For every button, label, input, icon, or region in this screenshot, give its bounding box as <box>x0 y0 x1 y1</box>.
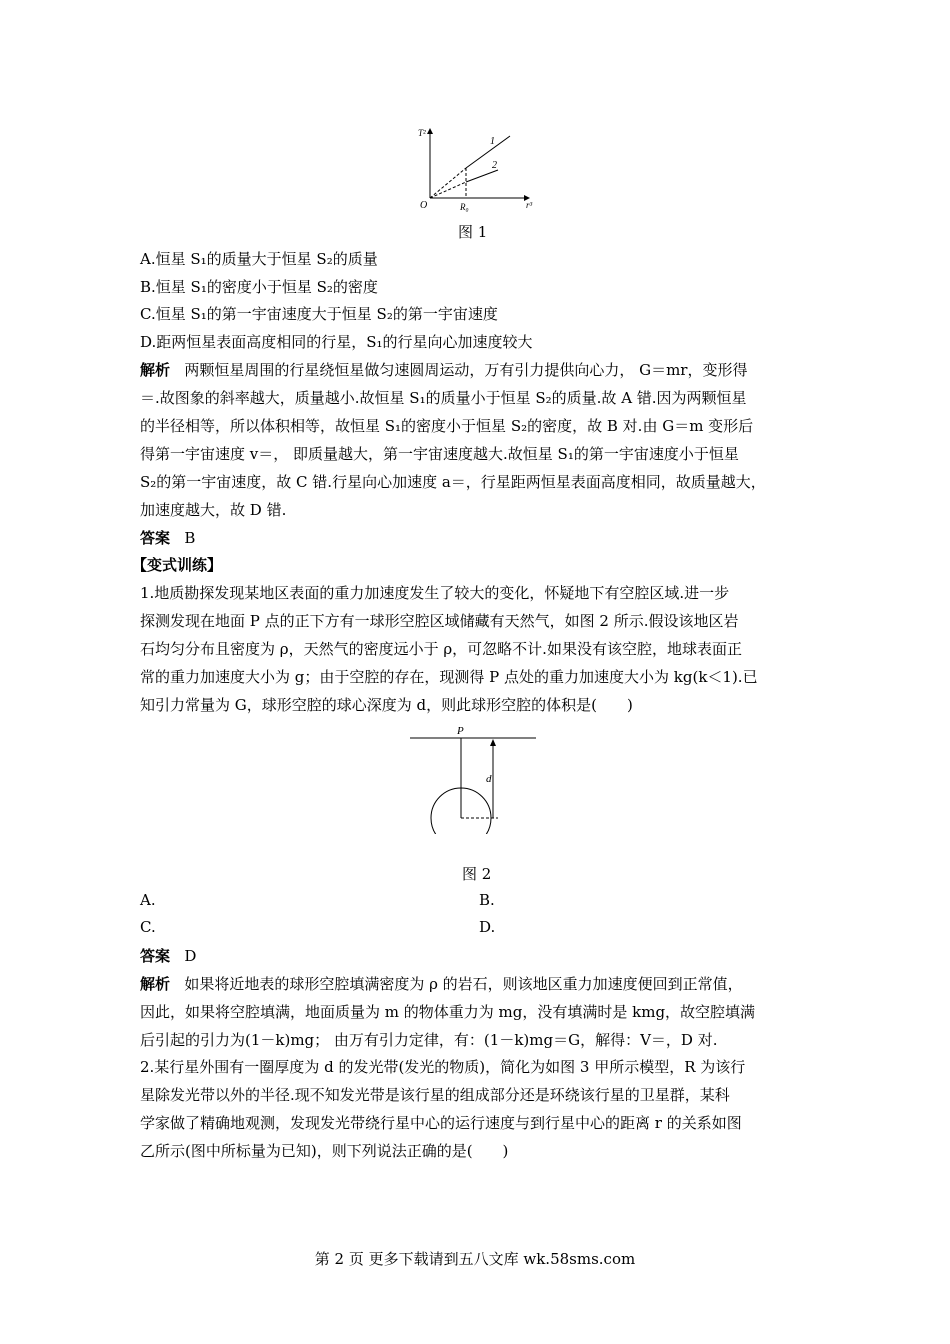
answer-2-value: D <box>184 947 197 965</box>
question-1-line-5: 知引力常量为 G，球形空腔的球心深度为 d，则此球形空腔的体积是( ) <box>140 696 633 714</box>
question-2-line-1: 2.某行星外围有一圈厚度为 d 的发光带(发光的物质)，简化为如图 3 甲所示模型，R 为该行 <box>140 1058 746 1076</box>
question-1-line-2: 探测发现在地面 P 点的正下方有一球形空腔区域储藏有天然气，如图 2 所示.假设该地区岩 <box>140 612 739 630</box>
option-c: C.恒星 S₁的第一宇宙速度大于恒星 S₂的第一宇宙速度 <box>140 305 498 323</box>
analysis-1-line-4: 得第一宇宙速度 v＝， 即质量越大，第一宇宙速度越大.故恒星 S₁的第一宇宙速度小于恒星 <box>140 445 739 463</box>
analysis-1-line-1 <box>140 360 820 380</box>
figure-2-cavity <box>410 724 540 834</box>
fig1-r0-label: R₀ <box>460 202 469 212</box>
analysis-1-line-2: ＝.故图象的斜率越大，质量越小.故恒星 S₁的质量小于恒星 S₂的质量.故 A 错.因为两颗恒星 <box>140 389 747 407</box>
fig1-line-2 <box>466 170 498 182</box>
fig1-line-1 <box>466 136 510 168</box>
analysis-1-line-3: 的半径相等，所以体积相等，故恒星 S₁的密度小于恒星 S₂的密度，故 B 对.由 G＝m 变形后 <box>140 417 754 435</box>
analysis-1-text-1: 两颗恒星周围的行星绕恒星做匀速圆周运动，万有引力提供向心力， G＝mr，变形得 <box>184 361 748 379</box>
answer-1 <box>140 528 820 548</box>
option-2-d: D. <box>479 918 496 936</box>
option-2-a: A. <box>140 891 156 909</box>
figure-1-caption: 图 1 <box>458 223 488 241</box>
question-1-line-4: 常的重力加速度大小为 g；由于空腔的存在，现测得 P 点处的重力加速度大小为 kg(k＜1).已 <box>140 668 758 686</box>
analysis-2-line-1 <box>140 974 820 994</box>
fig1-line1-label: 1 <box>490 136 495 147</box>
answer-2-label: 答案 <box>140 947 171 965</box>
fig1-y-arrow <box>427 128 433 134</box>
answer-2 <box>140 946 820 966</box>
analysis-1-label: 解析 <box>140 361 171 379</box>
option-2-b: B. <box>479 891 495 909</box>
figure-1-graph <box>410 126 540 216</box>
question-1-line-1: 1.地质勘探发现某地区表面的重力加速度发生了较大的变化，怀疑地下有空腔区域.进一步 <box>140 584 730 602</box>
analysis-2-line-3: 后引起的引力为(1－k)mg； 由万有引力定律，有：(1－k)mg＝G，解得：V＝，D 对. <box>140 1031 718 1049</box>
section-title: 【变式训练】 <box>132 556 223 574</box>
question-1-line-3: 石均匀分布且密度为 ρ，天然气的密度远小于 ρ，可忽略不计.如果没有该空腔，地球表面正 <box>140 640 742 658</box>
option-b: B.恒星 S₁的密度小于恒星 S₂的密度 <box>140 278 378 296</box>
answer-1-value: B <box>184 529 196 547</box>
option-2-c: C. <box>140 918 156 936</box>
option-a: A.恒星 S₁的质量大于恒星 S₂的质量 <box>140 250 378 268</box>
option-d: D.距两恒星表面高度相同的行星，S₁的行星向心加速度较大 <box>140 333 533 351</box>
fig2-depth-arrowhead <box>490 739 496 746</box>
question-2-line-4: 乙所示(图中所标量为已知)，则下列说法正确的是( ) <box>140 1142 509 1160</box>
figure-2-caption: 图 2 <box>462 865 492 883</box>
answer-1-label: 答案 <box>140 529 171 547</box>
fig1-line-2-dashed <box>430 182 466 198</box>
analysis-2-label: 解析 <box>140 975 171 993</box>
fig1-x-label: r³ <box>526 200 533 210</box>
analysis-2-line-2: 因此，如果将空腔填满，地面质量为 m 的物体重力为 mg，没有填满时是 kmg，故空腔填满 <box>140 1003 756 1021</box>
fig1-origin: O <box>420 200 428 211</box>
analysis-1-line-6: 加速度越大，故 D 错. <box>140 501 287 519</box>
page-footer: 第 2 页 更多下载请到五八文库 wk.58sms.com <box>314 1250 636 1268</box>
question-2-line-2: 星除发光带以外的半径.现不知发光带是该行星的组成部分还是环绕该行星的卫星群，某科 <box>140 1086 730 1104</box>
fig2-depth-label: d <box>486 773 492 785</box>
analysis-1-line-5: S₂的第一宇宙速度，故 C 错.行星向心加速度 a＝，行星距两恒星表面高度相同，故质量越大， <box>140 473 766 491</box>
analysis-2-text-1: 如果将近地表的球形空腔填满密度为 ρ 的岩石，则该地区重力加速度便回到正常值， <box>184 975 743 993</box>
fig1-y-label: T² <box>418 128 426 138</box>
fig1-line-1-dashed <box>430 168 466 198</box>
question-2-line-3: 学家做了精确地观测，发现发光带绕行星中心的运行速度与到行星中心的距离 r 的关系如图 <box>140 1114 742 1132</box>
fig1-line2-label: 2 <box>492 160 497 171</box>
fig2-point-label: P <box>457 725 464 737</box>
